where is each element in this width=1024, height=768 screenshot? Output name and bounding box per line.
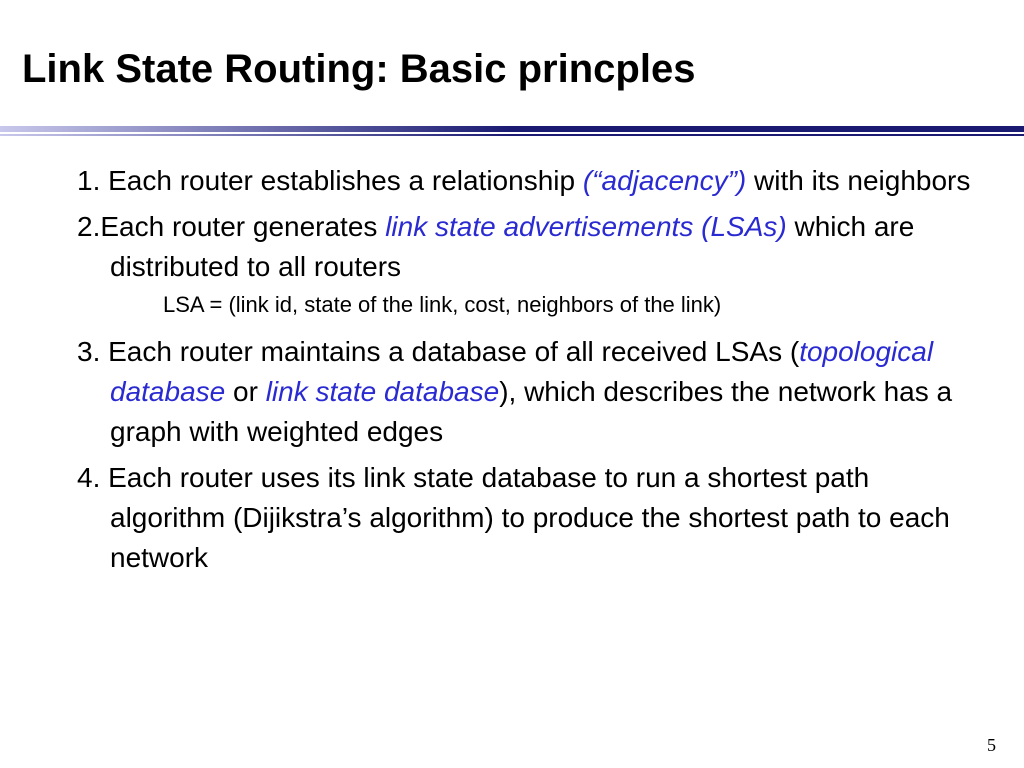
lsa-definition: LSA = (link id, state of the link, cost, neighbors of the link) bbox=[163, 292, 722, 317]
slide-title: Link State Routing: Basic princples bbox=[22, 47, 696, 91]
list-item-text: 2.Each router generates bbox=[77, 211, 386, 242]
list-item-text: 4. Each router uses its link state database to run a shortest path algorithm (Dijikstra’s algorithm) to produce the shortest path to each network bbox=[77, 462, 950, 573]
list-item-text: ), which describes the network has a graph with weighted edges bbox=[110, 376, 953, 447]
list-item bbox=[77, 458, 977, 578]
list-item bbox=[77, 207, 977, 287]
list-item-text: which are distributed to all routers bbox=[110, 211, 915, 282]
list-item-text: 1. Each router establishes a relationship bbox=[77, 165, 583, 196]
list-item-text: 3. Each router maintains a database of all received LSAs ( bbox=[77, 336, 800, 367]
link-state-database-term: link state database bbox=[265, 376, 500, 407]
list-item-text: or bbox=[225, 376, 266, 407]
topological-database-term: topological database bbox=[110, 336, 934, 407]
list-item-text: with its neighbors bbox=[746, 165, 971, 196]
adjacency-term: (“adjacency”) bbox=[582, 165, 747, 196]
slide-body bbox=[77, 161, 977, 584]
lsa-term: link state advertisements (LSAs) bbox=[385, 211, 787, 242]
list-item bbox=[77, 161, 977, 201]
title-rule bbox=[0, 126, 1024, 138]
list-item bbox=[77, 332, 977, 452]
page-number: 5 bbox=[987, 735, 996, 755]
